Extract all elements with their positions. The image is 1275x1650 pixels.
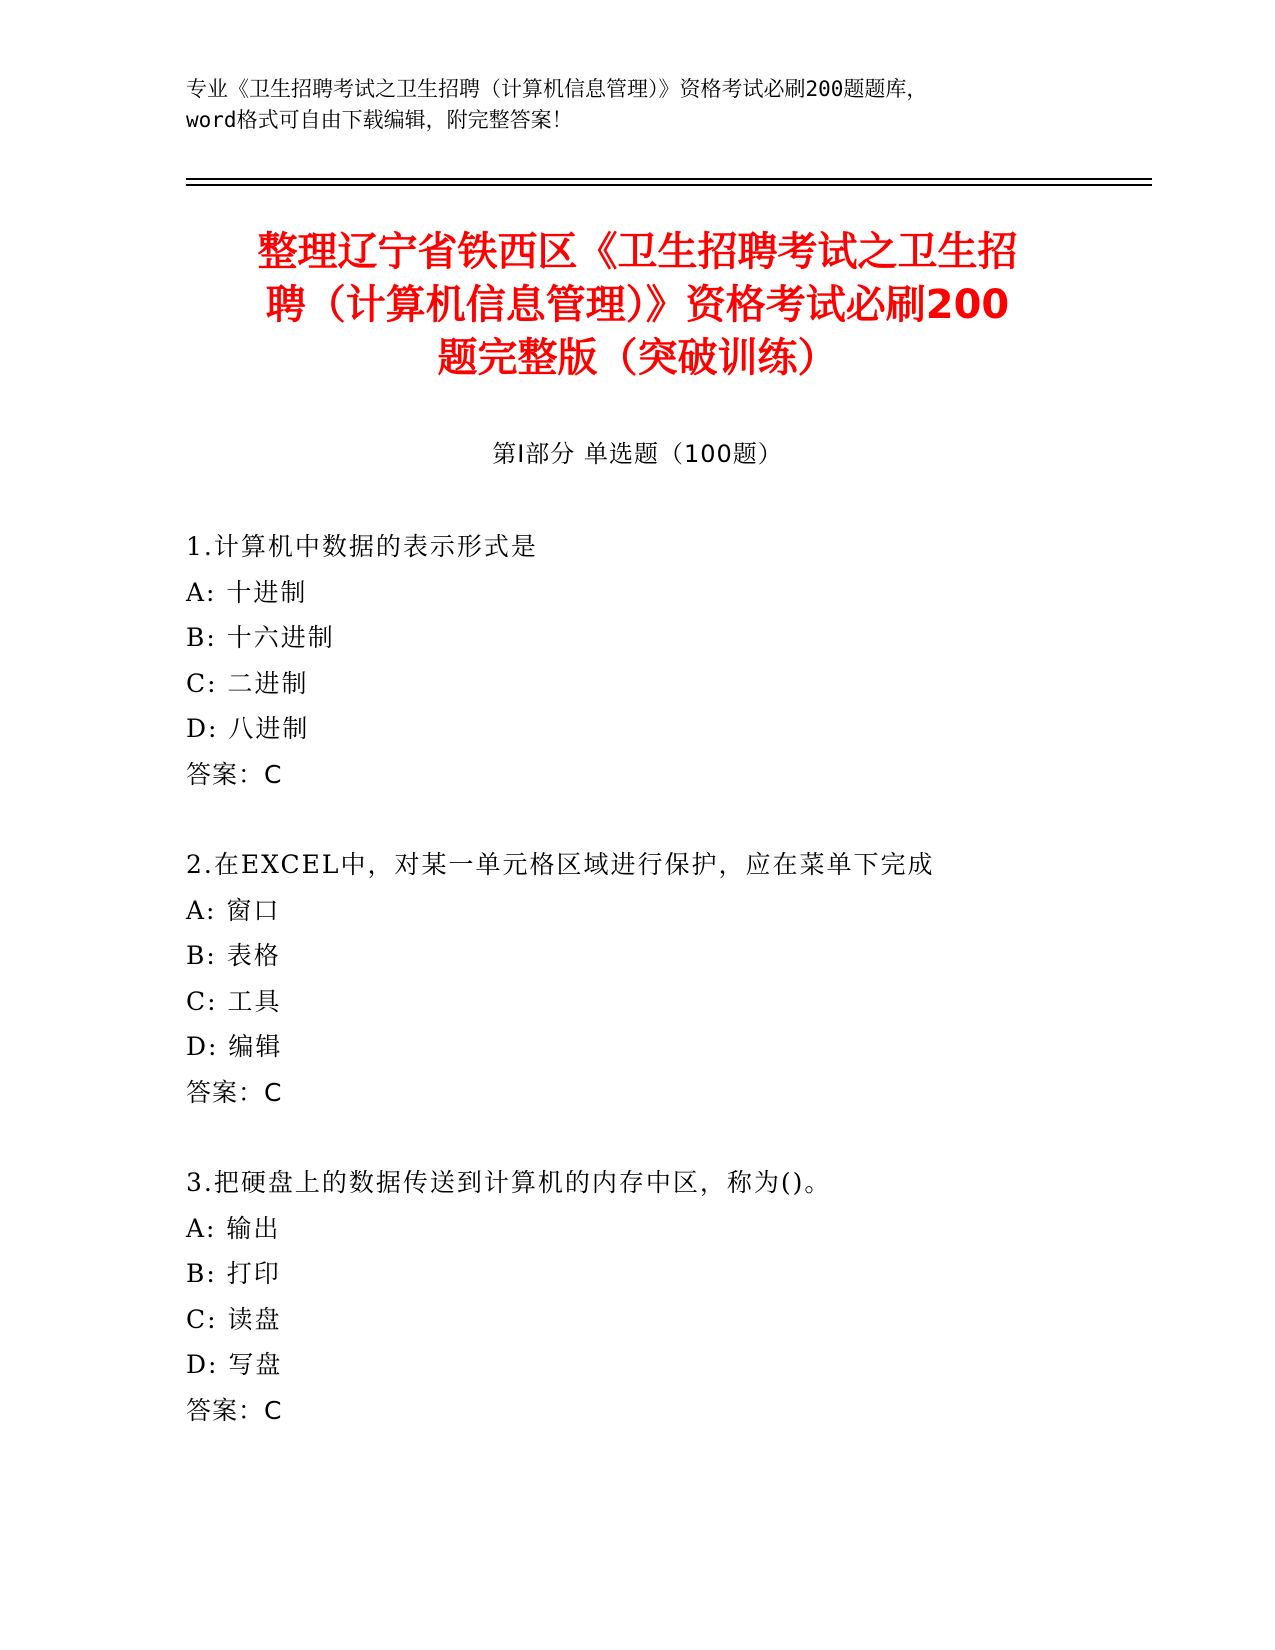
question-stem: 1.计算机中数据的表示形式是	[186, 532, 538, 561]
title-line: 题完整版（突破训练）	[437, 335, 838, 381]
answer-line: 答案：C	[186, 759, 283, 789]
header-divider-bottom	[186, 184, 1152, 186]
question-stem: 3.把硬盘上的数据传送到计算机的内存中区，称为()。	[186, 1168, 832, 1197]
intro-line: word格式可自由下载编辑，附完整答案！	[186, 108, 573, 132]
option-a: A: 十进制	[186, 577, 308, 607]
option-b: B: 十六进制	[186, 623, 335, 652]
question-stem: 2.在EXCEL中，对某一单元格区域进行保护，应在菜单下完成	[186, 850, 935, 879]
option-d: D: 八进制	[186, 714, 310, 743]
document-title	[150, 226, 1125, 385]
title-line: 聘（计算机信息管理）》资格考试必刷200	[265, 282, 1010, 328]
intro-text	[186, 74, 1086, 136]
option-d: D: 编辑	[186, 1032, 283, 1061]
option-c: C: 二进制	[186, 668, 309, 698]
intro-line: 专业《卫生招聘考试之卫生招聘（计算机信息管理）》资格考试必刷200题题库，	[186, 77, 928, 101]
question-block	[186, 524, 1186, 797]
option-c: C: 读盘	[186, 1304, 282, 1334]
question-block	[186, 842, 1186, 1115]
option-a: A: 输出	[186, 1213, 281, 1243]
title-line: 整理辽宁省铁西区《卫生招聘考试之卫生招	[257, 229, 1018, 275]
option-c: C: 工具	[186, 986, 282, 1016]
answer-line: 答案：C	[186, 1077, 283, 1107]
option-b: B: 打印	[186, 1259, 281, 1288]
question-block	[186, 1160, 1186, 1433]
answer-line: 答案：C	[186, 1395, 283, 1425]
header-divider-top	[186, 178, 1152, 180]
section-heading: 第Ⅰ部分 单选题（100题）	[492, 440, 783, 468]
option-d: D: 写盘	[186, 1350, 283, 1379]
option-b: B: 表格	[186, 941, 281, 970]
option-a: A: 窗口	[186, 895, 281, 925]
